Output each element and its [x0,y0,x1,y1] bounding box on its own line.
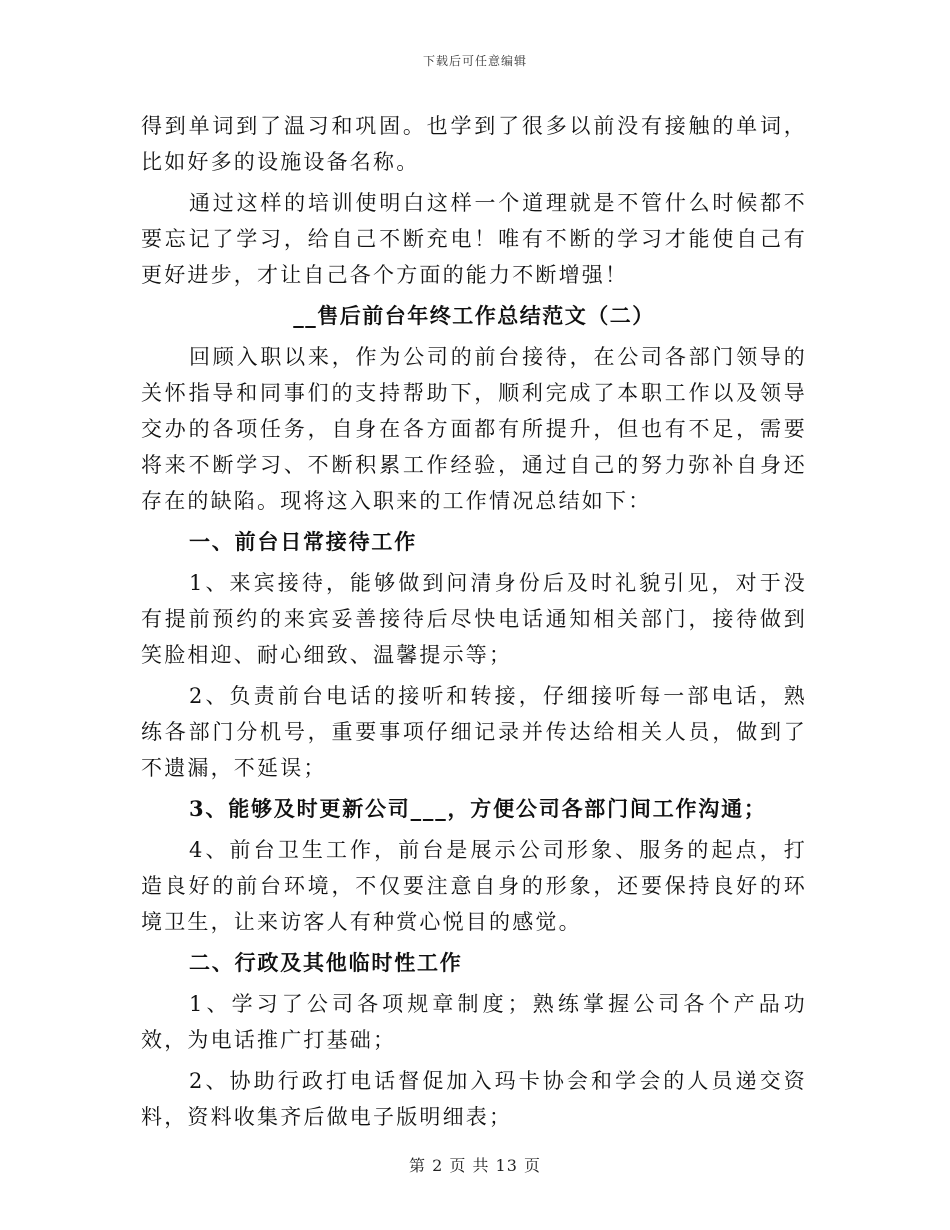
paragraph-item-update-company-info: 3、能够及时更新公司___，方便公司各部门间工作沟通； [189,796,767,821]
paragraph-item-assist-admin: 2、协助行政打电话督促加入玛卡协会和学会的人员递交资料，资料收集齐后做电子版明细表； [141,1069,807,1129]
section-title: __售后前台年终工作总结范文（二） [293,303,655,328]
paragraph-item-guest-reception: 1、来宾接待，能够做到问清身份后及时礼貌引见，对于没有提前预约的来宾妥善接待后尽快电话通知相关部门，接待做到笑脸相迎、耐心细致、温馨提示等； [141,571,807,667]
paragraph-continuation: 得到单词到了温习和巩固。也学到了很多以前没有接触的单词，比如好多的设施设备名称。 [141,114,807,174]
paragraph-item-front-desk-hygiene: 4、前台卫生工作，前台是展示公司形象、服务的起点，打造良好的前台环境，不仅要注意自身的形象，还要保持良好的环境卫生，让来访客人有种赏心悦目的感觉。 [141,838,807,934]
paragraph-item-learn-rules: 1、学习了公司各项规章制度；熟练掌握公司各个产品功效，为电话推广打基础； [141,992,807,1052]
paragraph-intro: 回顾入职以来，作为公司的前台接待，在公司各部门领导的关怀指导和同事们的支持帮助下，顺利完成了本职工作以及领导交办的各项任务，自身在各方面都有所提升，但也有不足，需要将来不断学习、不断积累工作经验，通过自己的努力弥补自身还存在的缺陷。现将这入职来的工作情况总结如下： [141,345,807,513]
heading-admin-temporary-work: 二、行政及其他临时性工作 [189,950,463,975]
paragraph-training-lesson: 通过这样的培训使明白这样一个道理就是不管什么时候都不要忘记了学习，给自己不断充电！唯有不断的学习才能使自己有更好进步，才让自己各个方面的能力不断增强！ [141,191,807,287]
page-number-footer: 第 2 页 共 13 页 [409,1156,541,1175]
document-body [141,108,807,1135]
paragraph-item-phone-handling: 2、负责前台电话的接听和转接，仔细接听每一部电话，熟练各部门分机号，重要事项仔细记录并传达给相关人员，做到了不遗漏，不延误； [141,684,807,780]
heading-front-desk-reception: 一、前台日常接待工作 [189,529,417,554]
page-header: 下载后可任意编辑 [422,54,527,68]
